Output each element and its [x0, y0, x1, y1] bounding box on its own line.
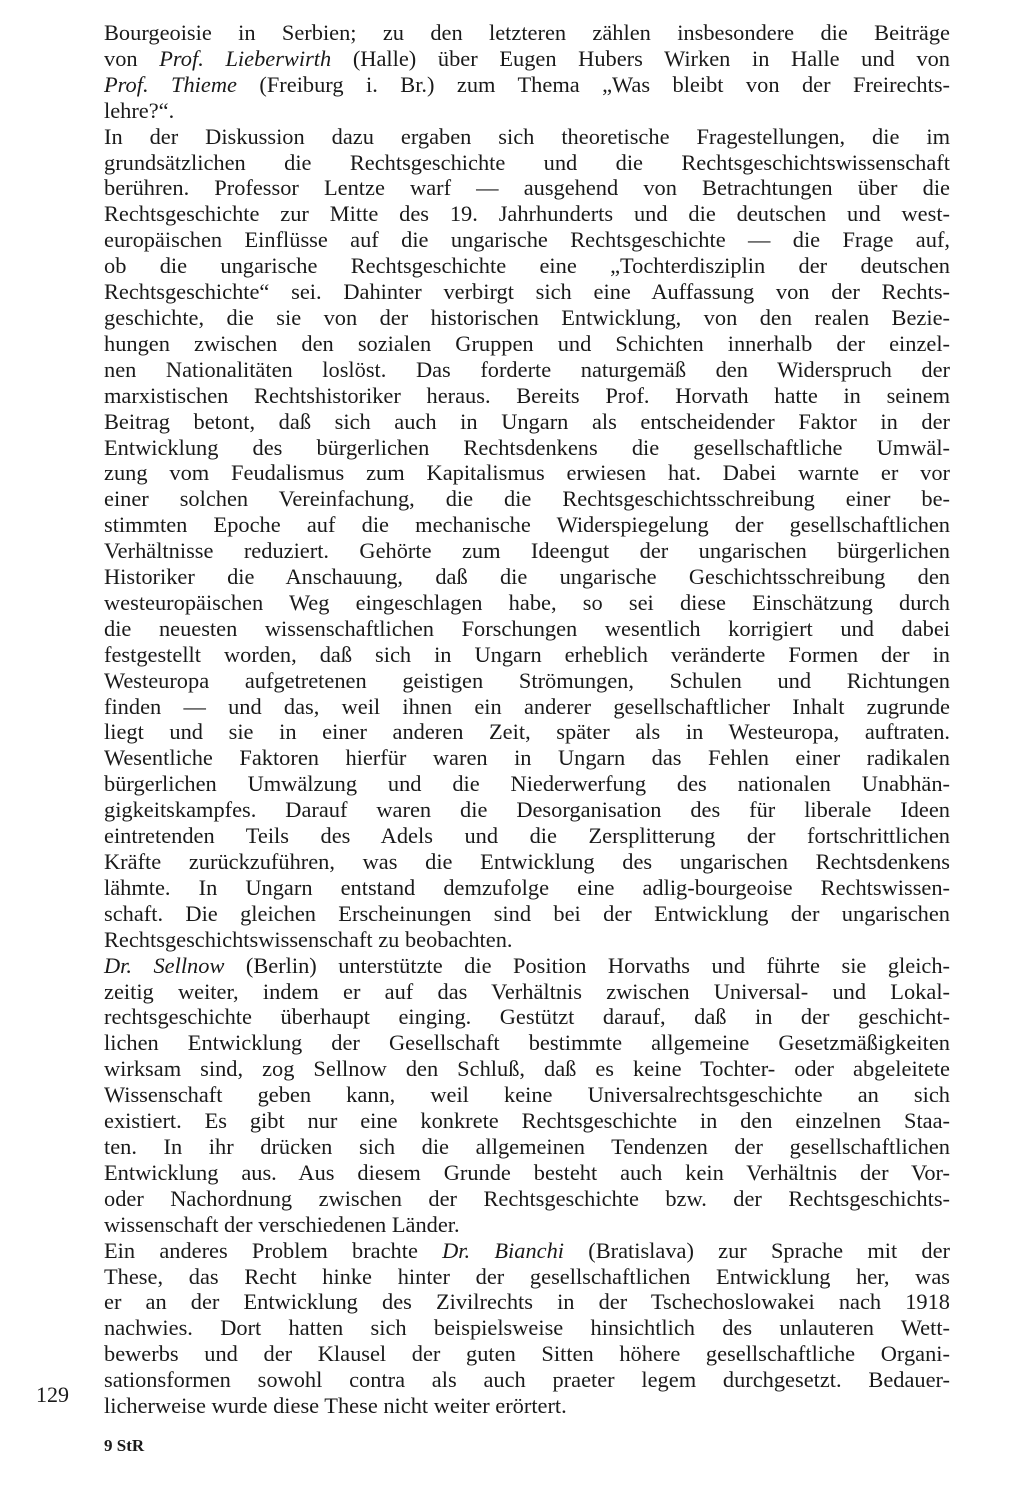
text-line	[104, 357, 950, 383]
text-line	[104, 409, 950, 435]
text-line	[104, 1238, 950, 1264]
text-line	[104, 486, 950, 512]
text-run: Wissenschaft geben kann, weil keine Universalrechtsgeschichte an sich	[104, 1082, 950, 1108]
text-line	[104, 901, 950, 927]
text-line	[104, 331, 950, 357]
text-run: wissenschaft der verschiedenen Länder.	[104, 1211, 460, 1237]
text-run: bürgerlichen Umwälzung und die Niederwerfung des nationalen Unabhän-	[104, 771, 950, 797]
text-line	[104, 1160, 950, 1186]
text-run: ten. In ihr drücken sich die allgemeinen Tendenzen der gesellschaftlichen	[104, 1133, 950, 1159]
text-line	[104, 642, 950, 668]
text-line	[104, 435, 950, 461]
text-line	[104, 823, 950, 849]
text-line	[104, 616, 950, 642]
text-line	[104, 538, 950, 564]
text-run: festgestellt worden, daß sich in Ungarn erheblich veränderte Formen der in	[104, 641, 950, 667]
text-line	[104, 1393, 950, 1419]
page-number: 129	[36, 1382, 69, 1407]
text-run: Bourgeoisie in Serbien; zu den letzteren zählen insbesondere die Beiträge	[104, 20, 950, 45]
text-line	[104, 279, 950, 305]
text-run: westeuropäischen Weg eingeschlagen habe, so sei diese Einschätzung durch	[104, 589, 950, 615]
text-run: (Bratislava) zur Sprache mit der	[564, 1237, 950, 1263]
text-line	[104, 1030, 950, 1056]
text-line	[104, 564, 950, 590]
text-run: hungen zwischen den sozialen Gruppen und Schichten innerhalb der einzel-	[104, 330, 950, 356]
text-run: nachwies. Dort hatten sich beispielsweise hinsichtlich des unlauteren Wett-	[104, 1315, 950, 1341]
text-line	[104, 98, 950, 124]
text-line	[104, 1341, 950, 1367]
text-run: Beitrag betont, daß sich auch in Ungarn als entscheidender Faktor in der	[104, 408, 950, 434]
text-line	[104, 1315, 950, 1341]
text-line	[104, 953, 950, 979]
text-line	[104, 1367, 950, 1393]
text-run: Rechtsgeschichte zur Mitte des 19. Jahrhunderts und die deutschen und west-	[104, 201, 950, 227]
text-run: eintretenden Teils des Adels und die Zersplitterung der fortschrittlichen	[104, 823, 950, 849]
text-run: Entwicklung aus. Aus diesem Grunde besteht auch kein Verhältnis der Vor-	[104, 1159, 950, 1185]
text-line	[104, 512, 950, 538]
text-run: In der Diskussion dazu ergaben sich theoretische Fragestellungen, die im	[104, 123, 950, 149]
text-line	[104, 1264, 950, 1290]
text-line	[104, 1289, 950, 1315]
text-run: bewerbs und der Klausel der guten Sitten höhere gesellschaftliche Organi-	[104, 1341, 950, 1367]
text-run: zeitig weiter, indem er auf das Verhältnis zwischen Universal- und Lokal-	[104, 978, 950, 1004]
text-run: These, das Recht hinke hinter der gesellschaftlichen Entwicklung her, was	[104, 1263, 950, 1289]
text-line	[104, 771, 950, 797]
text-line	[104, 1108, 950, 1134]
text-run: Rechtsgeschichtswissenschaft zu beobachten.	[104, 926, 513, 952]
text-run: grundsätzlichen die Rechtsgeschichte und die Rechtsgeschichtswissenschaft	[104, 149, 950, 175]
text-run: nen Nationalitäten loslöst. Das forderte naturgemäß den Widerspruch der	[104, 356, 950, 382]
text-run: ob die ungarische Rechtsgeschichte eine „Tochterdisziplin der deutschen	[104, 253, 950, 279]
signature-mark: 9 StR	[104, 1436, 145, 1455]
text-line	[104, 227, 950, 253]
text-line	[104, 875, 950, 901]
text-run: zung vom Feudalismus zum Kapitalismus erwiesen hat. Dabei warnte er vor	[104, 460, 950, 486]
text-line	[104, 927, 950, 953]
text-line	[104, 1004, 950, 1030]
text-line	[104, 201, 950, 227]
text-run: (Berlin) unterstützte die Position Horvaths und führte sie gleich-	[224, 952, 950, 978]
text-run: geschichte, die sie von der historischen Entwicklung, von den realen Bezie-	[104, 304, 950, 330]
person-name: Prof. Thieme	[104, 71, 237, 97]
text-run: oder Nachordnung zwischen der Rechtsgeschichte bzw. der Rechtsgeschichts-	[104, 1185, 950, 1211]
text-line	[104, 46, 950, 72]
text-line	[104, 1056, 950, 1082]
text-line	[104, 383, 950, 409]
text-line	[104, 849, 950, 875]
text-line	[104, 1186, 950, 1212]
text-run: stimmten Epoche auf die mechanische Widerspiegelung der gesellschaftlichen	[104, 512, 950, 538]
text-run: sationsformen sowohl contra als auch praeter legem durchgesetzt. Bedauer-	[104, 1367, 950, 1393]
text-run: er an der Entwicklung des Zivilrechts in der Tschechoslowakei nach 1918	[104, 1289, 950, 1315]
text-line	[104, 797, 950, 823]
text-run: von	[104, 45, 160, 71]
text-run: lehre?“.	[104, 97, 175, 123]
page-body	[104, 20, 950, 1419]
text-line	[104, 72, 950, 98]
text-line	[104, 979, 950, 1005]
text-line	[104, 1134, 950, 1160]
text-run: lichen Entwicklung der Gesellschaft bestimmte allgemeine Gesetzmäßigkeiten	[104, 1030, 950, 1056]
text-line	[104, 460, 950, 486]
text-run: existiert. Es gibt nur eine konkrete Rechtsgeschichte in den einzelnen Staa-	[104, 1108, 950, 1134]
text-line	[104, 175, 950, 201]
text-run: Kräfte zurückzuführen, was die Entwicklung des ungarischen Rechtsdenkens	[104, 849, 950, 874]
text-run: Rechtsgeschichte“ sei. Dahinter verbirgt sich eine Auffassung von der Rechts-	[104, 279, 950, 305]
text-line	[104, 124, 950, 150]
text-line	[104, 1212, 950, 1238]
text-run: schaft. Die gleichen Erscheinungen sind bei der Entwicklung der ungarischen	[104, 900, 950, 926]
person-name: Prof. Lieberwirth	[159, 45, 332, 71]
text-line	[104, 745, 950, 771]
person-name: Dr. Sellnow	[104, 952, 225, 978]
person-name: Dr. Bianchi	[442, 1237, 565, 1263]
text-line	[104, 668, 950, 694]
text-line	[104, 719, 950, 745]
text-line	[104, 1082, 950, 1108]
text-line	[104, 150, 950, 176]
text-line	[104, 20, 950, 46]
text-run: marxistischen Rechtshistoriker heraus. Bereits Prof. Horvath hatte in seinem	[104, 382, 950, 408]
text-run: (Halle) über Eugen Hubers Wirken in Halle und von	[331, 45, 950, 71]
text-run: lähmte. In Ungarn entstand demzufolge eine adlig-bourgeoise Rechtswissen-	[104, 874, 950, 900]
text-line	[104, 694, 950, 720]
text-run: berühren. Professor Lentze warf — ausgehend von Betrachtungen über die	[104, 175, 950, 201]
text-run: einer solchen Vereinfachung, die die Rechtsgeschichtsschreibung einer be-	[104, 486, 950, 512]
text-run: finden — und das, weil ihnen ein anderer gesellschaftlicher Inhalt zugrunde	[104, 693, 950, 719]
text-run: Entwicklung des bürgerlichen Rechtsdenkens die gesellschaftliche Umwäl-	[104, 434, 950, 460]
text-line	[104, 253, 950, 279]
text-run: wirksam sind, zog Sellnow den Schluß, daß es keine Tochter- oder abgeleitete	[104, 1056, 950, 1082]
text-run: licherweise wurde diese These nicht weiter erörtert.	[104, 1393, 567, 1419]
text-run: rechtsgeschichte überhaupt einging. Gestützt darauf, daß in der geschicht-	[104, 1004, 950, 1030]
text-line	[104, 305, 950, 331]
text-run: (Freiburg i. Br.) zum Thema „Was bleibt von der Freirechts-	[236, 71, 950, 97]
text-run: gigkeitskampfes. Darauf waren die Desorganisation des für liberale Ideen	[104, 797, 950, 823]
text-run: Ein anderes Problem brachte	[104, 1237, 443, 1263]
text-run: Historiker die Anschauung, daß die ungarische Geschichtsschreibung den	[104, 564, 950, 590]
text-run: Wesentliche Faktoren hierfür waren in Ungarn das Fehlen einer radikalen	[104, 745, 950, 771]
text-line	[104, 590, 950, 616]
text-run: Verhältnisse reduziert. Gehörte zum Ideengut der ungarischen bürgerlichen	[104, 538, 950, 564]
text-run: europäischen Einflüsse auf die ungarische Rechtsgeschichte — die Frage auf,	[104, 227, 950, 253]
text-run: Westeuropa aufgetretenen geistigen Strömungen, Schulen und Richtungen	[104, 667, 950, 693]
text-run: liegt und sie in einer anderen Zeit, später als in Westeuropa, auftraten.	[104, 719, 950, 745]
text-run: die neuesten wissenschaftlichen Forschungen wesentlich korrigiert und dabei	[104, 615, 950, 641]
